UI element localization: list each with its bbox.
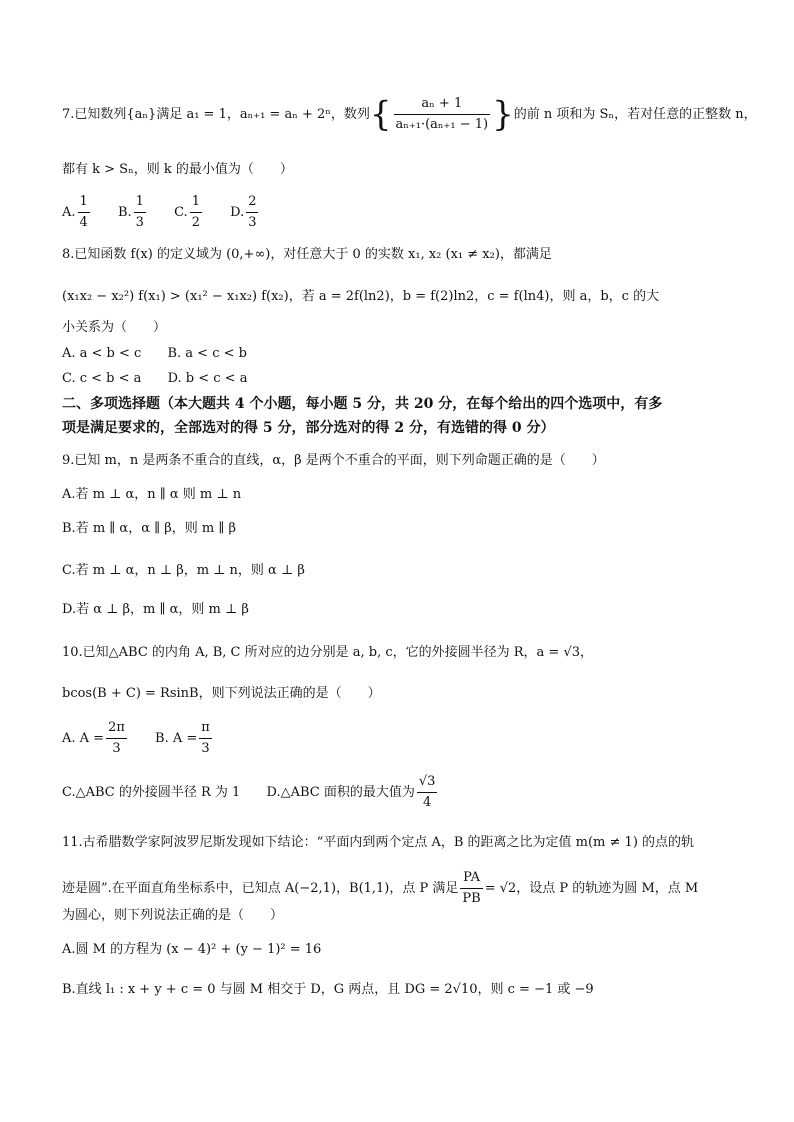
q9-stem: 9.已知 m，n 是两条不重合的直线，α，β 是两个不重合的平面，则下列命题正确的是（ ） [62,453,605,468]
q7-prefix: 7.已知数列{aₙ}满足 a₁ = 1，aₙ₊₁ = aₙ + 2ⁿ，数列 [62,107,370,122]
q7-line1 [62,94,757,135]
q10-option-d[interactable]: D.△ABC 面积的最大值为 $\frac{√3}{4}$ [266,774,436,810]
q7-frac-numerator: aₙ + 1 [394,94,491,115]
q11-ratio-fraction: $\frac{PA}{PB}$ [462,870,481,906]
q8-line3: 小关系为（ ） [62,320,167,335]
q8-options-row1 [62,344,247,364]
q7-option-b[interactable]: B. $\frac{1}{3}$ [117,194,144,230]
q10-option-b[interactable]: B. A = $\frac{\pi}{3}$ [155,720,210,756]
q7-left-brace: { [369,94,392,135]
q8-line1: 8.已知函数 f(x) 的定义域为 (0,+∞)，对任意大于 0 的实数 x₁, x₂ (x₁ ≠ x₂)，都满足 [62,247,552,262]
q11-line1: 11.古希腊数学家阿波罗尼斯发现如下结论：“平面内到两个定点 A，B 的距离之比为定值 m(m ≠ 1) 的点的轨 [62,835,695,850]
q10-line1: 10.已知△ABC 的内角 A, B, C 所对应的边分别是 a, b, c，它的外接圆半径为 R，a = √3， [62,645,594,660]
q10-option-c[interactable]: C.△ABC 的外接圆半径 R 为 1 [62,785,241,800]
section2-heading-line2: 项是满足要求的，全部选对的得 5 分，部分选对的得 2 分，有选错的得 0 分） [62,420,555,436]
q7-fraction [394,94,491,135]
q8-option-c[interactable]: C. c < b < a [62,371,142,386]
q9-option-b[interactable]: B.若 m ∥ α，α ∥ β，则 m ∥ β [62,521,237,536]
q7-option-d[interactable]: D. $\frac{2}{3}$ [230,194,257,230]
q10-options-row2 [62,772,439,813]
q10-line2: bcos(B + C) = RsinB，则下列说法正确的是（ ） [62,686,381,701]
q7-frac-denominator: aₙ₊₁·(aₙ₊₁ − 1) [395,117,489,132]
q11-option-a[interactable]: A.圆 M 的方程为 (x − 4)² + (y − 1)² = 16 [62,942,322,957]
q10-options-row1 [62,718,214,759]
q7-option-c[interactable]: C. $\frac{1}{2}$ [174,194,200,230]
q8-options-row2 [62,369,247,389]
q8-option-a[interactable]: A. a < b < c [62,346,142,361]
q8-line2: (x₁x₂ − x₂²) f(x₁) > (x₁² − x₁x₂) f(x₂)，若 a = 2f(ln2)，b = f(2)ln2，c = f(ln4)，则 a，b，c 的大 [62,289,660,304]
q9-option-a[interactable]: A.若 m ⊥ α，n ∥ α 则 m ⊥ n [62,487,242,502]
q9-option-c[interactable]: C.若 m ⊥ α，n ⊥ β，m ⊥ n，则 α ⊥ β [62,563,305,578]
section2-heading-line1: 二、多项选择题（本大题共 4 个小题，每小题 5 分，共 20 分，在每个给出的四个选项中，有多 [62,396,663,412]
q7-option-a[interactable]: A. $\frac{1}{4}$ [62,194,88,230]
q10-option-a[interactable]: A. A = $\frac{2\pi}{3}$ [62,720,125,756]
q7-right-brace: } [492,94,514,135]
q11-line3: 为圆心，则下列说法正确的是（ ） [62,908,284,923]
q9-option-d[interactable]: D.若 α ⊥ β，m ∥ α，则 m ⊥ β [62,602,249,617]
q7-suffix: 的前 n 项和为 Sₙ，若对任意的正整数 n， [513,107,757,122]
q11-line2: 迹是圆”.在平面直角坐标系中，已知点 A(−2,1)，B(1,1)，点 P 满足 $\frac{PA}{PB}$ = √2，设点 P 的轨迹为圆 M，点 M [62,868,698,909]
q7-line2: 都有 k > Sₙ，则 k 的最小值为（ ） [62,162,293,177]
q8-option-d[interactable]: D. b < c < a [167,371,248,386]
q7-options [62,192,260,233]
q11-option-b[interactable]: B.直线 l₁ : x + y + c = 0 与圆 M 相交于 D，G 两点，且 DG = 2√10，则 c = −1 或 −9 [62,982,594,997]
q8-option-b[interactable]: B. a < c < b [167,346,247,361]
